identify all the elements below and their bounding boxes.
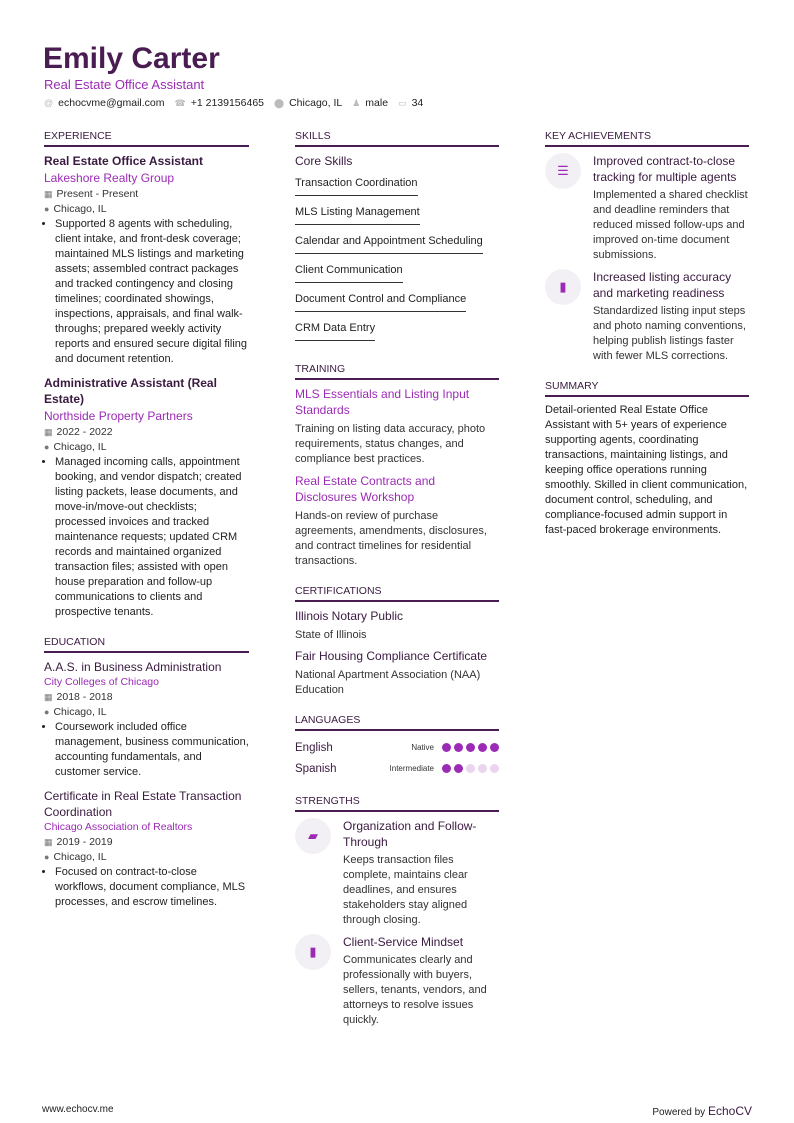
training-desc: Hands-on review of purchase agreements, amendments, disclosures, and contract timelines for residential transactions. [295, 510, 487, 567]
section-heading: SKILLS [295, 130, 499, 147]
skill-group-title: Core Skills [295, 154, 353, 168]
level-dot [442, 743, 451, 752]
section-heading: EDUCATION [44, 636, 249, 653]
entry-title: Administrative Assistant (Real Estate) [44, 376, 217, 406]
strengths-item [295, 818, 499, 928]
entry-title: Certificate in Real Estate Transaction Coordination [44, 789, 242, 819]
entry-bullet: • Managed incoming calls, appointment booking, and vendor dispatch; created listing packets, lease documents, and move-in/move-out checklists; processed invoices and tracked maintenance requests; updated CRM records and maintained organized transaction files; assisted with open house preparation and follow-up communications to clients and prospective tenants. [55, 455, 249, 620]
section-heading: SUMMARY [545, 380, 749, 397]
achievements-item [545, 269, 749, 364]
achievements-item [545, 153, 749, 263]
level-dot [490, 764, 499, 773]
language-level: Native [411, 743, 434, 752]
strengths-section [295, 795, 499, 1028]
file-icon: ▮ [545, 269, 581, 305]
level-dot [490, 743, 499, 752]
training-title: Real Estate Contracts and Disclosures Workshop [295, 474, 436, 504]
left-column [44, 130, 249, 926]
gender: male [365, 97, 389, 109]
candidate-role: Real Estate Office Assistant [44, 77, 205, 92]
entry-title: A.A.S. in Business Administration [44, 660, 222, 674]
level-dot [478, 743, 487, 752]
languages-section [295, 714, 499, 779]
skill-item: Transaction Coordination [295, 175, 418, 196]
cert-issuer: State of Illinois [295, 629, 367, 641]
training-section [295, 363, 499, 569]
achievements-section [545, 130, 749, 364]
level-dot [466, 764, 475, 773]
item-desc: Implemented a shared checklist and deadline reminders that reduced missed follow-ups and improved on-time document submissions. [593, 189, 748, 261]
section-heading: TRAINING [295, 363, 499, 380]
section-heading: KEY ACHIEVEMENTS [545, 130, 749, 147]
summary-text: Detail-oriented Real Estate Office Assistant with 5+ years of experience supporting agents, coordinating transactions, maintaining listings, and keeping office operations running smoothly. Skilled in client communication, document control, scheduling, and compliance-focused admin support in fast-paced brokerage environments. [545, 404, 748, 536]
entry-organization: Northside Property Partners [44, 409, 193, 423]
section-heading: LANGUAGES [295, 714, 499, 731]
entry-dates: ▦ Present - Present [44, 188, 139, 200]
align-left-icon: ☰ [545, 153, 581, 189]
skills-section [295, 130, 499, 347]
item-title: Improved contract-to-close tracking for multiple agents [593, 154, 737, 184]
item-desc: Standardized listing input steps and photo naming conventions, helping publish listings faster with fewer MLS corrections. [593, 305, 746, 362]
phone-icon: ☎ [174, 98, 186, 108]
entry-location: ● Chicago, IL [44, 851, 107, 863]
right-column [545, 130, 749, 554]
age: 34 [411, 97, 424, 109]
level-dot [442, 764, 451, 773]
skill-item: MLS Listing Management [295, 204, 420, 225]
contact-bar [44, 97, 423, 109]
language-name: English [295, 741, 333, 754]
file-icon: ▮ [295, 934, 331, 970]
location-icon: ● [44, 204, 50, 214]
calendar-icon: ▦ [44, 837, 53, 847]
entry-location: ● Chicago, IL [44, 203, 107, 215]
powered-by: Powered by [652, 1107, 706, 1118]
candidate-name: Emily Carter [43, 42, 220, 75]
item-desc: Keeps transaction files complete, maintains clear deadlines, and ensures stakeholders stay aligned through closing. [343, 854, 468, 926]
footer-powered [652, 1104, 752, 1118]
item-title: Organization and Follow-Through [343, 819, 477, 849]
level-dot [466, 743, 475, 752]
section-heading: CERTIFICATIONS [295, 585, 499, 602]
brand-logo[interactable]: EchoCV [707, 1104, 752, 1118]
item-desc: Communicates clearly and professionally with buyers, sellers, tenants, vendors, and attorneys to resolve issues quickly. [343, 954, 487, 1026]
language-row [295, 758, 499, 779]
entry-bullet: • Supported 8 agents with scheduling, client intake, and front-desk coverage; maintained MLS listings and marketing assets; assembled contract packages and tracked contingency and closing timelines; coordinated showings, inspections, appraisals, and final walk-throughs; prepared weekly activity reports and ensured secure digital filing and document retention. [55, 217, 249, 367]
level-dot [454, 743, 463, 752]
calendar-icon: ▦ [44, 427, 53, 437]
at-icon: @ [44, 98, 54, 108]
calendar-icon: ▦ [44, 189, 53, 199]
entry-organization: Lakeshore Realty Group [44, 171, 175, 185]
comment-icon: ▰ [295, 818, 331, 854]
education-section [44, 636, 249, 910]
entry-dates: ▦ 2019 - 2019 [44, 836, 113, 848]
level-dot [478, 764, 487, 773]
cert-title: Fair Housing Compliance Certificate [295, 649, 488, 663]
calendar-icon: ▦ [44, 692, 53, 702]
entry-organization: Chicago Association of Realtors [44, 821, 193, 833]
calendar-icon: ▭ [398, 98, 407, 108]
certifications-section [295, 585, 499, 698]
training-desc: Training on listing data accuracy, photo requirements, status changes, and compliance best practices. [295, 423, 486, 465]
language-row [295, 737, 499, 758]
location-icon: ⬤ [274, 98, 285, 108]
summary-section [545, 380, 749, 538]
strengths-item [295, 934, 499, 1028]
skill-item: CRM Data Entry [295, 320, 375, 341]
skill-item: Client Communication [295, 262, 403, 283]
skill-item: Document Control and Compliance [295, 291, 466, 312]
entry-location: ● Chicago, IL [44, 441, 107, 453]
email[interactable]: echocvme@gmail.com [58, 97, 165, 109]
item-title: Client-Service Mindset [343, 935, 464, 949]
cert-title: Illinois Notary Public [295, 609, 404, 623]
location-icon: ● [44, 707, 50, 717]
middle-column [295, 130, 499, 1044]
item-title: Increased listing accuracy and marketing readiness [593, 270, 732, 300]
location-icon: ● [44, 442, 50, 452]
skill-item: Calendar and Appointment Scheduling [295, 233, 483, 254]
entry-organization: City Colleges of Chicago [44, 676, 159, 688]
location-icon: ● [44, 852, 50, 862]
location: Chicago, IL [289, 97, 343, 109]
entry-bullet: • Coursework included office management, business communication, accounting fundamentals, and customer service. [55, 720, 249, 780]
section-heading: STRENGTHS [295, 795, 499, 812]
entry-title: Real Estate Office Assistant [44, 154, 203, 168]
experience-section [44, 130, 249, 620]
cert-issuer: National Apartment Association (NAA) Education [295, 669, 481, 696]
language-level: Intermediate [389, 764, 434, 773]
training-title: MLS Essentials and Listing Input Standards [295, 387, 470, 417]
entry-bullet: • Focused on contract-to-close workflows, document compliance, MLS processes, and escrow timelines. [55, 865, 249, 910]
phone: +1 2139156465 [190, 97, 265, 109]
user-icon: ♟ [352, 98, 361, 108]
entry-dates: ▦ 2022 - 2022 [44, 426, 113, 438]
entry-dates: ▦ 2018 - 2018 [44, 691, 113, 703]
language-name: Spanish [295, 762, 337, 775]
level-dot [454, 764, 463, 773]
entry-location: ● Chicago, IL [44, 706, 107, 718]
section-heading: EXPERIENCE [44, 130, 249, 147]
footer-site[interactable]: www.echocv.me [42, 1104, 114, 1115]
